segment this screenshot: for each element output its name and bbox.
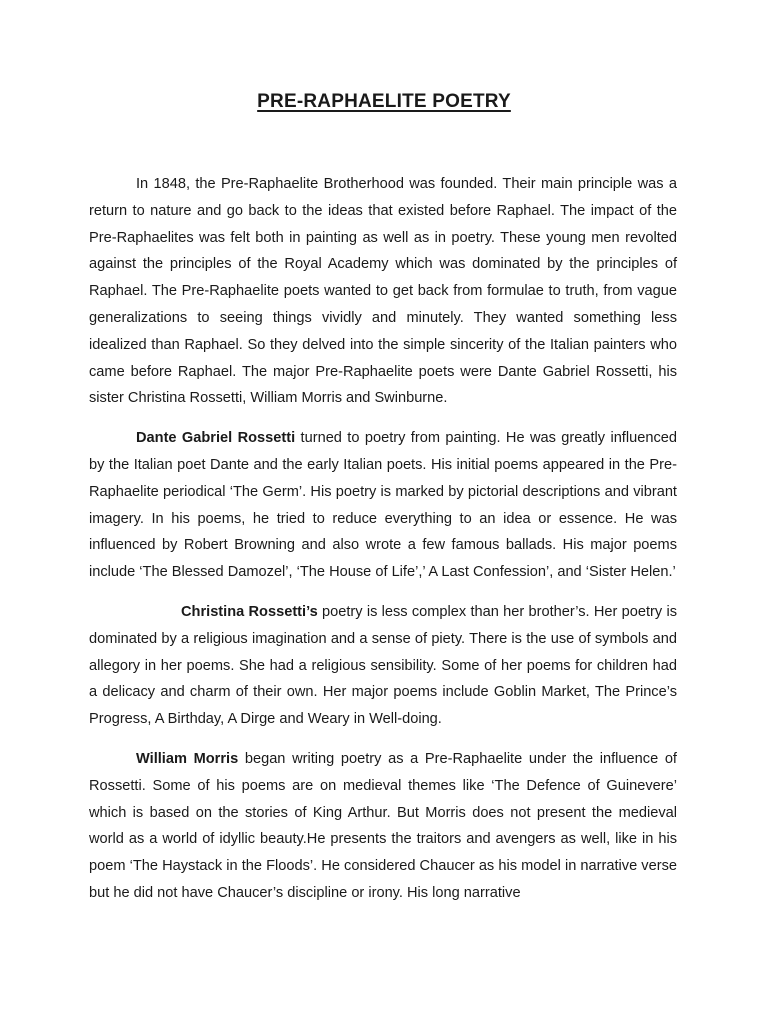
paragraph-lead: Christina Rossetti’s — [181, 603, 318, 620]
paragraph-text: poetry is less complex than her brother’s. Her poetry is dominated by a religious imagination and a sense of piety. There is the use of symbols and allegory in her poems. She had a religious sensibility. Some of her poems for children had a delicacy and charm of their own. Her major poems include Goblin Market, The Prince’s Progress, A Birthday, A Dirge and Weary in Well-doing. — [89, 603, 677, 728]
page-title: PRE-RAPHAELITE POETRY — [257, 91, 511, 112]
paragraph-text: turned to poetry from painting. He was greatly influenced by the Italian poet Dante and the early Italian poets. His initial poems appeared in the Pre-Raphaelite periodical ‘The Germ’. His poetry is marked by pictorial descriptions and vibrant imagery. In his poems, he tried to reduce everything to an idea or essence. He was influenced by Robert Browning and also wrote a few famous ballads. His major poems include ‘The Blessed Damozel’, ‘The House of Life’,’ A Last Confession’, and ‘Sister Helen.’ — [89, 430, 677, 581]
paragraph-text: began writing poetry as a Pre-Raphaelite under the influence of Rossetti. Some of his poems are on medieval themes like ‘The Defence of Guinevere’ which is based on the stories of King Arthur. But Morris does not present the medieval world as a world of idyllic beauty.He presents the traitors and avengers as well, like in his poem ‘The Haystack in the Floods’. He considered Chaucer as his model in narrative verse but he did not have Chaucer’s discipline or irony. His long narrative — [89, 750, 677, 901]
paragraph-william-morris — [89, 746, 677, 907]
paragraph-text: In 1848, the Pre-Raphaelite Brotherhood was founded. Their main principle was a return to nature and go back to the ideas that existed before Raphael. The impact of the Pre-Raphaelites was felt both in painting as well as in poetry. These young men revolted against the principles of the Royal Academy which was dominated by the principles of Raphael. The Pre-Raphaelite poets wanted to get back from formulae to truth, from vague generalizations to seeing things vividly and minutely. They wanted something less idealized than Raphael. So they delved into the simple sincerity of the Italian painters who came before Raphael. The major Pre-Raphaelite poets were Dante Gabriel Rossetti, his sister Christina Rossetti, William Morris and Swinburne. — [89, 176, 677, 407]
paragraph-intro — [89, 171, 677, 412]
paragraph-lead: William Morris — [136, 750, 239, 767]
paragraph-christina-rossetti — [89, 599, 677, 733]
document-body — [89, 171, 677, 920]
paragraph-lead: Dante Gabriel Rossetti — [136, 430, 296, 447]
paragraph-dante-gabriel-rossetti — [89, 425, 677, 586]
